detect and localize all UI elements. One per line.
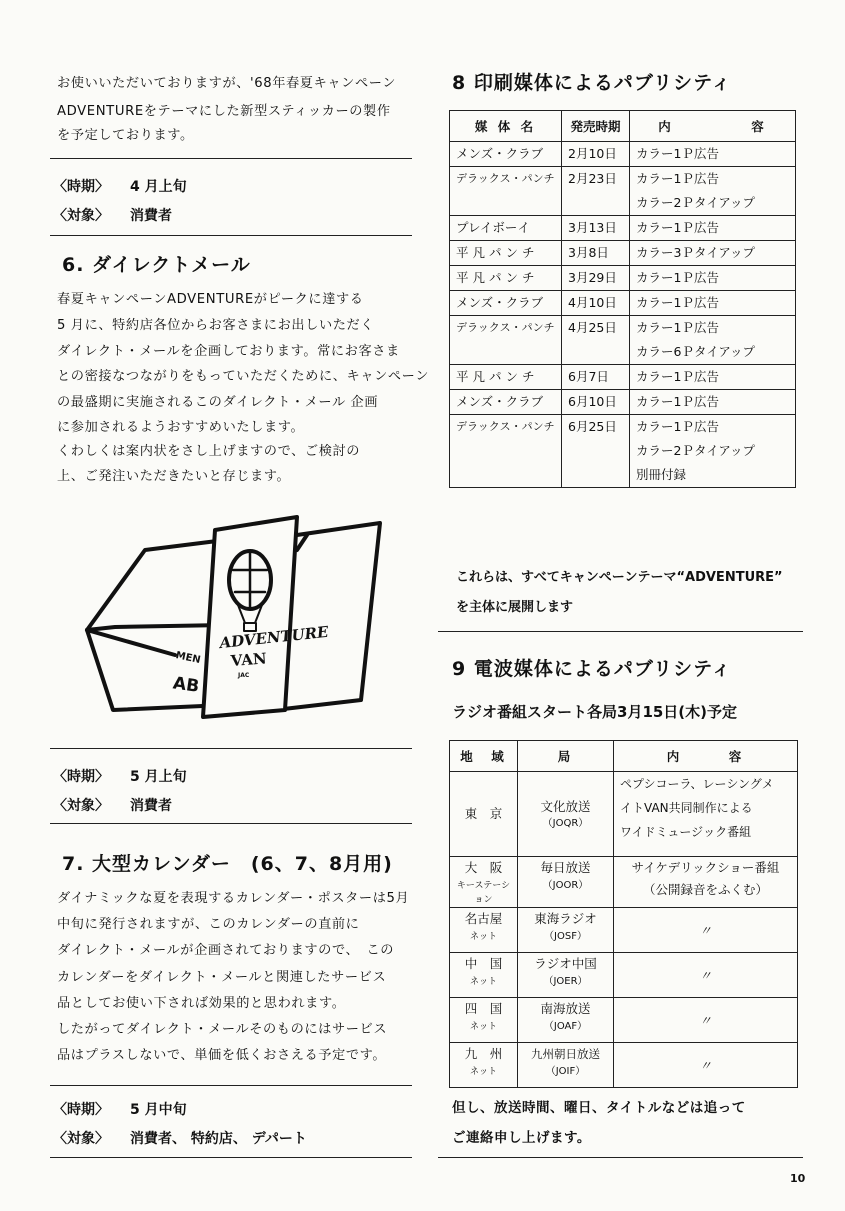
table-row (450, 908, 798, 953)
ditto-mark: 〃 (699, 1013, 712, 1028)
section-title-direct-mail: 6. ダイレクトメール (62, 254, 251, 276)
target-label: 〈対象〉 (53, 1131, 109, 1147)
table-row (450, 1043, 798, 1088)
content-cell: カラー1Ｐ広告 (630, 291, 796, 316)
text-line: したがってダイレクト・メールそのものにはサービス (57, 1022, 388, 1037)
text-line: お使いいただいておりますが、'68年春夏キャンペーン (57, 76, 397, 91)
target-label: 〈対象〉 (53, 208, 109, 224)
column-header: 地 域 (450, 741, 518, 772)
table-row (450, 241, 796, 266)
text-line: 上、ご発注いただきたいと存じます。 (57, 469, 291, 484)
target-value: 消費者 (130, 208, 172, 224)
ditto-mark: 〃 (699, 968, 712, 983)
content-cell: サイケデリックショー番組 （公開録音をふくむ） (614, 857, 798, 908)
content-cell: カラー1Ｐ広告 (630, 365, 796, 390)
text-line: カレンダーをダイレクト・メールと関連したサービス (57, 970, 387, 985)
text-line: の最盛期に実施されるこのダイレクト・メール 企画 (57, 395, 379, 410)
section-title-print-media: 8 印刷媒体によるパブリシティ (452, 72, 732, 94)
timing-label: 〈時期〉 (53, 1102, 109, 1118)
divider (50, 748, 412, 749)
content-cell: カラー3Ｐタイアップ (630, 241, 796, 266)
content-cell: カラー1Ｐ広告 カラー6Ｐタイアップ (630, 316, 796, 365)
radio-subtitle: ラジオ番組スタート各局3月15日(木)予定 (452, 703, 738, 721)
brochure-brand: ADVENTURE (218, 622, 330, 653)
medium-cell: デラックス・パンチ (450, 415, 562, 488)
divider (50, 823, 412, 824)
envelope-label-1: MEN (174, 650, 202, 667)
envelope-back (87, 540, 225, 630)
table-row (450, 316, 796, 365)
text-line: に参加されるようおすすめいたします。 (57, 420, 305, 435)
date-cell: 2月23日 (562, 167, 630, 216)
medium-cell: デラックス・パンチ (450, 316, 562, 365)
station-cell: 毎日放送 （JOOR） (518, 857, 614, 908)
table-row (450, 415, 796, 488)
date-cell: 6月25日 (562, 415, 630, 488)
timing-value: 5 月中旬 (130, 1102, 187, 1118)
text-line: 春夏キャンペーンADVENTUREがピークに達する (57, 292, 364, 307)
brochure-brand-sub: VAN (230, 649, 268, 670)
region-cell: 九 州 ネット (450, 1043, 518, 1088)
text-line: ダイナミックな夏を表現するカレンダー・ポスターは5月 (57, 891, 410, 906)
table-header-row (450, 741, 798, 772)
date-cell: 3月13日 (562, 216, 630, 241)
divider (50, 1157, 412, 1158)
table-row (450, 857, 798, 908)
text-line: ADVENTUREをテーマにした新型スティッカーの製作 (57, 104, 391, 119)
text-line: 品はプラスしないで、単価を低くおさえる予定です。 (57, 1048, 387, 1063)
print-note-line: を主体に展開します (456, 600, 574, 615)
region-cell: 四 国 ネット (450, 998, 518, 1043)
text-line: 5 月に、特約店各位からお客さまにお出しいただく (57, 318, 375, 333)
brochure-brand-small: JAC (238, 672, 250, 679)
column-header: 内 容 (614, 741, 798, 772)
date-cell: 4月10日 (562, 291, 630, 316)
timing-label: 〈時期〉 (53, 769, 109, 785)
date-cell: 6月10日 (562, 390, 630, 415)
content-cell: カラー1Ｐ広告 カラー2Ｐタイアップ (630, 167, 796, 216)
date-cell: 2月10日 (562, 142, 630, 167)
broadcast-media-table (449, 740, 798, 1088)
target-label: 〈対象〉 (53, 798, 109, 814)
table-row (450, 266, 796, 291)
section-title-calendar: 7. 大型カレンダー (6、7、8月用) (62, 853, 393, 875)
radio-note-line: ご連絡申し上げます。 (452, 1130, 591, 1146)
content-cell (614, 998, 798, 1043)
text-line: くわしくは案内状をさし上げますので、ご検討の (57, 444, 361, 459)
section-title-broadcast-media: 9 電波媒体によるパブリシティ (452, 658, 732, 680)
text-line: 品としてお使い下されば効果的と思われます。 (57, 996, 346, 1011)
station-cell: 文化放送 （JOQR） (518, 772, 614, 857)
envelope-label-2: AB (171, 673, 201, 697)
ditto-mark: 〃 (699, 923, 712, 938)
table-row (450, 772, 798, 857)
text-line: 中旬に発行されますが、このカレンダーの直前に (57, 917, 360, 932)
medium-cell: 平凡パンチ (450, 365, 562, 390)
medium-cell: デラックス・パンチ (450, 167, 562, 216)
content-cell (614, 908, 798, 953)
column-header: 発売時期 (562, 111, 630, 142)
content-cell: カラー1Ｐ広告 (630, 216, 796, 241)
radio-note-line: 但し、放送時間、曜日、タイトルなどは追って (452, 1100, 746, 1116)
station-cell: 東海ラジオ （JOSF） (518, 908, 614, 953)
table-row (450, 291, 796, 316)
date-cell: 3月8日 (562, 241, 630, 266)
date-cell: 4月25日 (562, 316, 630, 365)
region-cell: 名古屋 ネット (450, 908, 518, 953)
table-row (450, 142, 796, 167)
station-cell: 南海放送 （JOAF） (518, 998, 614, 1043)
station-cell: ラジオ中国 （JOER） (518, 953, 614, 998)
content-cell (614, 1043, 798, 1088)
station-cell: 九州朝日放送 （JOIF） (518, 1043, 614, 1088)
medium-cell: メンズ・クラブ (450, 291, 562, 316)
target-value: 消費者 (130, 798, 172, 814)
medium-cell: メンズ・クラブ (450, 142, 562, 167)
divider (50, 1085, 412, 1086)
divider (438, 1157, 803, 1158)
divider (50, 158, 412, 159)
medium-cell: メンズ・クラブ (450, 390, 562, 415)
text-line: ダイレクト・メールが企画されておりますので、 この (57, 943, 395, 958)
column-header: 媒 体 名 (450, 111, 562, 142)
table-row (450, 167, 796, 216)
medium-cell: 平凡パンチ (450, 266, 562, 291)
date-cell: 6月7日 (562, 365, 630, 390)
date-cell: 3月29日 (562, 266, 630, 291)
text-line: ダイレクト・メールを企画しております。常にお客さま (57, 344, 400, 359)
page-number: 10 (790, 1172, 806, 1185)
content-cell: ペプシコーラ、レーシングメ イトVAN共同制作による ワイドミュージック番組 (614, 772, 798, 857)
target-value: 消費者、 特約店、 デパート (130, 1131, 307, 1147)
region-cell: 東 京 (450, 772, 518, 857)
divider (438, 631, 803, 632)
content-cell: カラー1Ｐ広告 (630, 266, 796, 291)
content-cell (614, 953, 798, 998)
print-note-line: これらは、すべてキャンペーンテーマ“ADVENTURE” (456, 570, 783, 585)
timing-value: 4 月上旬 (130, 179, 187, 195)
medium-cell: 平凡パンチ (450, 241, 562, 266)
divider (50, 235, 412, 236)
timing-label: 〈時期〉 (53, 179, 109, 195)
print-media-table (449, 110, 796, 488)
table-row (450, 365, 796, 390)
direct-mail-illustration (75, 505, 395, 720)
ditto-mark: 〃 (699, 1058, 712, 1073)
region-cell: 大 阪 キーステーション (450, 857, 518, 908)
timing-value: 5 月上旬 (130, 769, 187, 785)
table-row (450, 216, 796, 241)
table-row (450, 953, 798, 998)
table-row (450, 390, 796, 415)
content-cell: カラー1Ｐ広告 カラー2Ｐタイアップ 別冊付録 (630, 415, 796, 488)
region-cell: 中 国 ネット (450, 953, 518, 998)
content-cell: カラー1Ｐ広告 (630, 390, 796, 415)
content-cell: カラー1Ｐ広告 (630, 142, 796, 167)
column-header: 内 容 (630, 111, 796, 142)
text-line: を予定しております。 (57, 128, 194, 143)
table-header-row (450, 111, 796, 142)
text-line: との密接なつながりをもっていただくために、キャンペーン (57, 369, 429, 384)
column-header: 局 (518, 741, 614, 772)
table-row (450, 998, 798, 1043)
medium-cell: プレイボーイ (450, 216, 562, 241)
brochure-front (203, 517, 297, 717)
envelope-flap (87, 630, 175, 655)
